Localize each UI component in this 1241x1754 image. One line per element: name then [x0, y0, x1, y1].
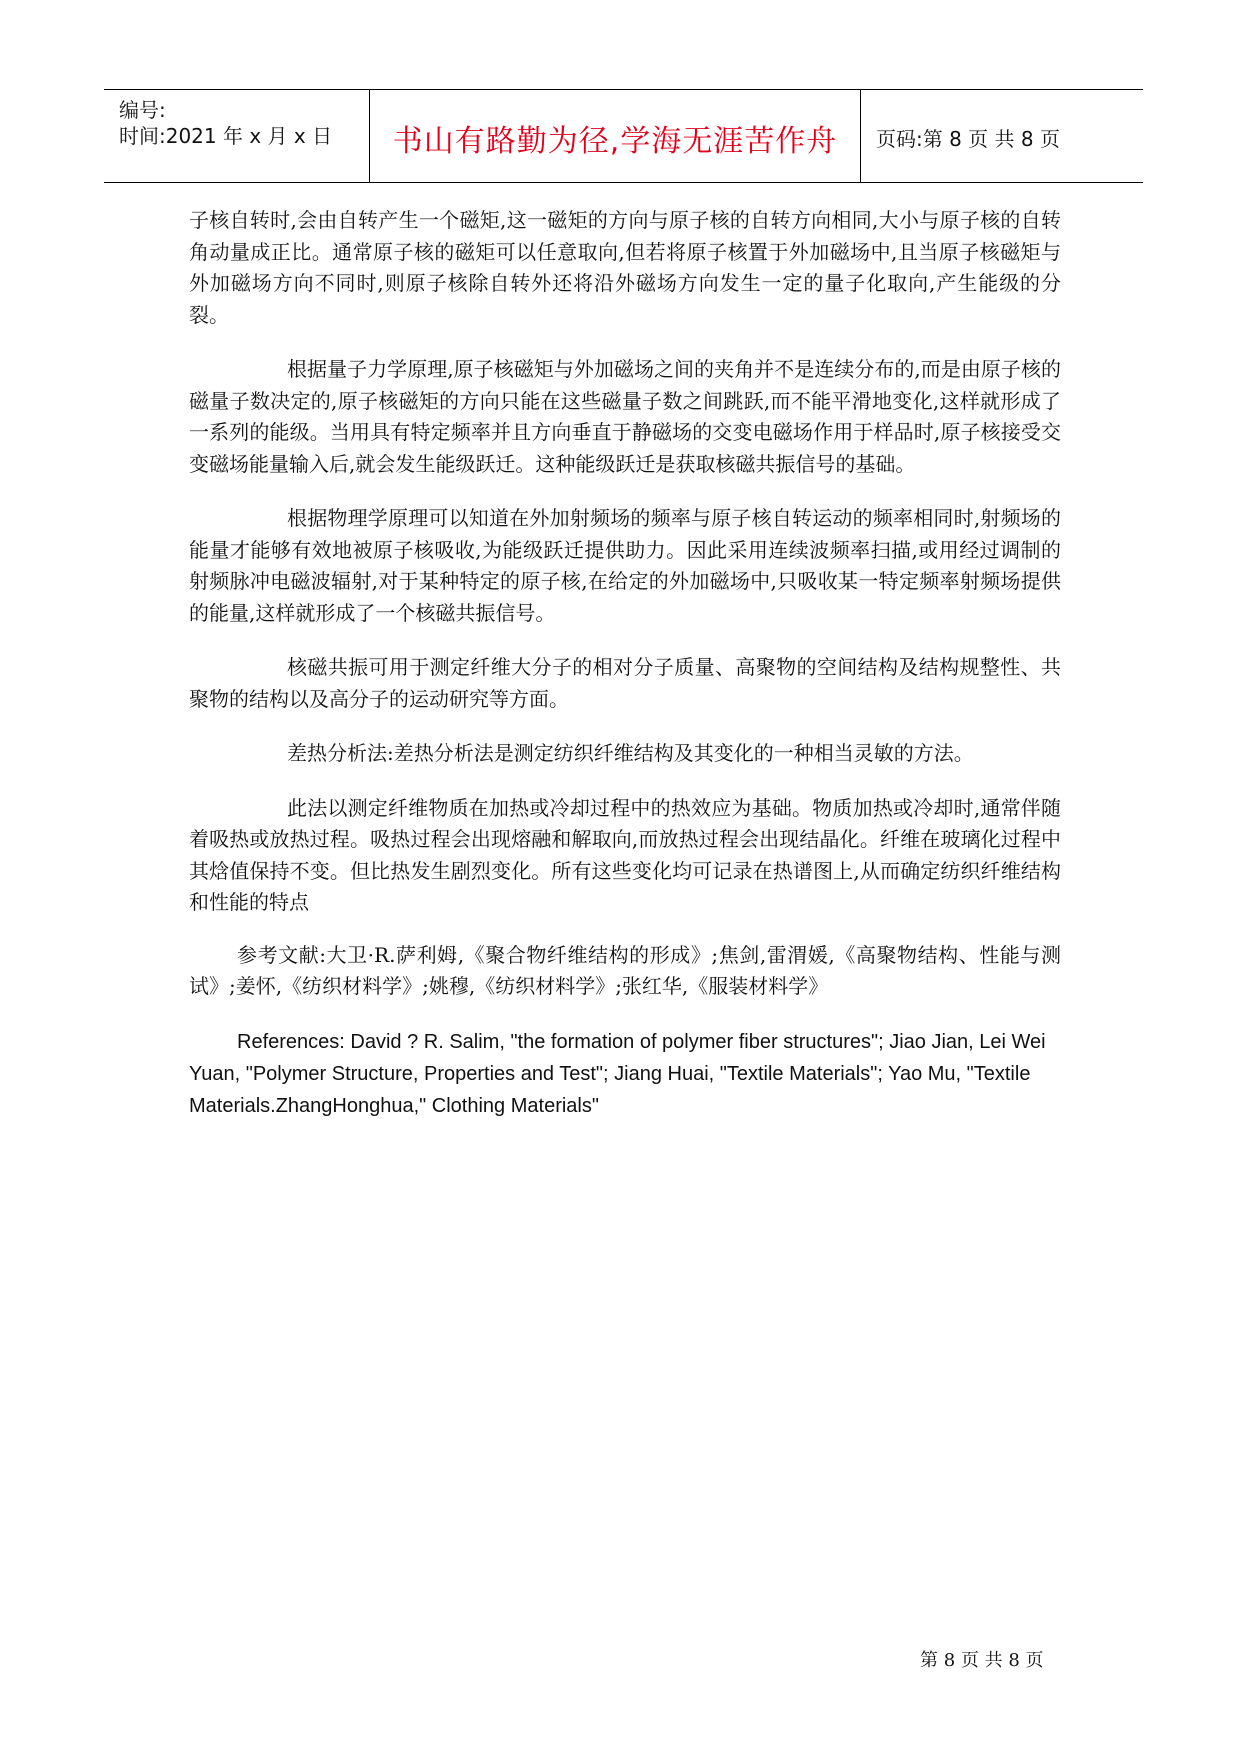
paragraph-6: 此法以测定纤维物质在加热或冷却过程中的热效应为基础。物质加热或冷却时,通常伴随着吸热或放热过程。吸热过程会出现熔融和解取向,而放热过程会出现结晶化。纤维在玻璃化过程中其焓值保持不变。但比热发生剧烈变化。所有这些变化均可记录在热谱图上,从而确定纺织纤维结构和性能的特点 — [189, 795, 1061, 914]
time-label: 时间:2021 年 x 月 x 日 — [119, 124, 333, 148]
header-middle-cell — [369, 90, 861, 182]
paragraph-1: 子核自转时,会由自转产生一个磁矩,这一磁矩的方向与原子核的自转方向相同,大小与原子核的自转角动量成正比。通常原子核的磁矩可以任意取向,但若将原子核置于外加磁场中,且当原子核磁矩与外加磁场方向不同时,则原子核除自转外还将沿外磁场方向发生一定的量子化取向,产生能级的分裂。 — [189, 208, 1061, 327]
header-table — [104, 89, 1143, 183]
page-info: 页码:第 8 页 共 8 页 — [876, 127, 1060, 151]
header-right-cell — [861, 90, 1143, 182]
paragraph-2: 根据量子力学原理,原子核磁矩与外加磁场之间的夹角并不是连续分布的,而是由原子核的磁量子数决定的,原子核磁矩的方向只能在这些磁量子数之间跳跃,而不能平滑地变化,这样就形成了一系列的能级。当用具有特定频率并且方向垂直于静磁场的交变电磁场作用于样品时,原子核接受交变磁场能量输入后,就会发生能级跃迁。这种能级跃迁是获取核磁共振信号的基础。 — [189, 357, 1061, 476]
document-body — [189, 205, 1061, 1122]
motto-title: 书山有路勤为径,学海无涯苦作舟 — [392, 124, 838, 159]
paragraph-3: 根据物理学原理可以知道在外加射频场的频率与原子核自转运动的频率相同时,射频场的能量才能够有效地被原子核吸收,为能级跃迁提供助力。因此采用连续波频率扫描,或用经过调制的射频脉冲电磁波辐射,对于某种特定的原子核,在给定的外加磁场中,只吸收某一特定频率射频场提供的能量,这样就形成了一个核磁共振信号。 — [189, 506, 1061, 625]
footer-page-number: 第 8 页 共 8 页 — [920, 1650, 1044, 1671]
paragraph-5: 差热分析法:差热分析法是测定纺织纤维结构及其变化的一种相当灵敏的方法。 — [287, 741, 974, 765]
references-english: References: David ? R. Salim, "the formation of polymer fiber structures"; Jiao Jian, Lei Wei Yuan, "Polymer Structure, Properties and Test"; Jiang Huai, "Textile Materials"; Yao Mu, "Textile Materials.ZhangHonghua," Clothing Materials" — [189, 1030, 1046, 1117]
header-left-cell — [104, 90, 369, 182]
references-chinese: 参考文献:大卫·R.萨利姆,《聚合物纤维结构的形成》;焦剑,雷渭媛,《高聚物结构、性能与测试》;姜怀,《纺织材料学》;姚穆,《纺织材料学》;张红华,《服装材料学》 — [189, 942, 1061, 998]
paragraph-4: 核磁共振可用于测定纤维大分子的相对分子质量、高聚物的空间结构及结构规整性、共聚物的结构以及高分子的运动研究等方面。 — [189, 655, 1061, 711]
serial-label: 编号: — [119, 98, 166, 122]
